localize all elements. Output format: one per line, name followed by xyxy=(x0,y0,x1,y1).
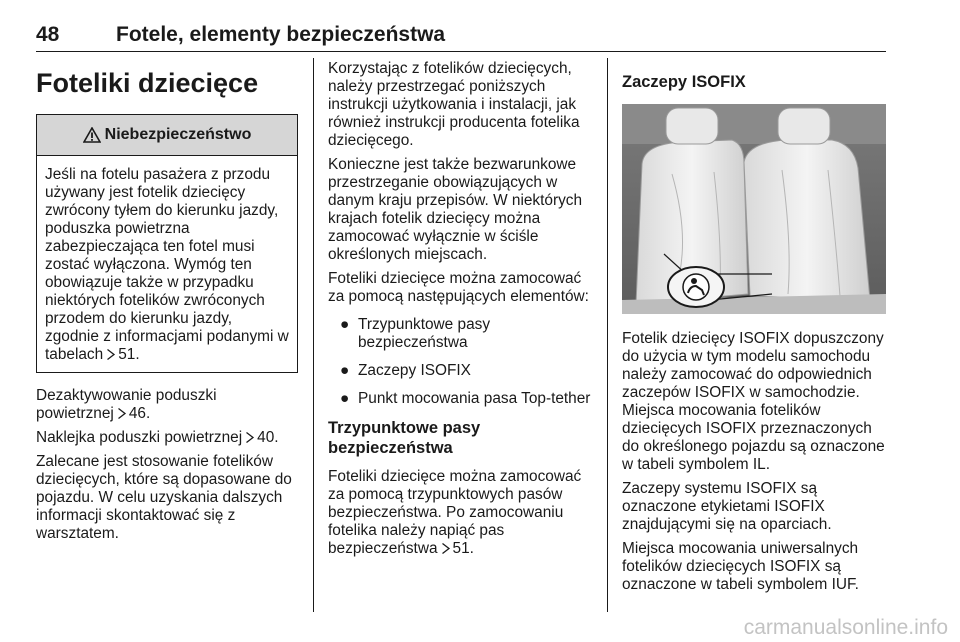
page-ref-link[interactable]: 46. xyxy=(128,405,151,422)
bullet-dot: ● xyxy=(340,390,350,407)
column-divider-2 xyxy=(607,58,608,612)
paragraph: Konieczne jest także bezwarunkowe przestrzeganie obowiązujących w danym kraju przepisów. W niektórych krajach fotelik dziecięcy można zamocować wyłącznie w ściśle określonych miejscach. xyxy=(328,156,583,263)
paragraph: Foteliki dziecięce można zamocować za pomocą następujących elementów: xyxy=(328,270,589,305)
paragraph: Zaczepy systemu ISOFIX są oznaczone etykietami ISOFIX znajdującymi się na oparciach. xyxy=(622,480,832,533)
list-item-text: Zaczepy ISOFIX xyxy=(358,362,471,379)
page-reference-arrow-icon xyxy=(441,542,451,555)
bullet-dot: ● xyxy=(340,316,350,333)
page-number: 48 xyxy=(36,23,60,46)
header-rule xyxy=(36,51,886,52)
paragraph xyxy=(36,387,298,423)
block-title: Zaczepy ISOFIX xyxy=(622,73,746,91)
page-ref-link[interactable]: 40. xyxy=(257,429,279,446)
chapter-title: Fotele, elementy bezpieczeństwa xyxy=(116,23,446,46)
page-reference-arrow-icon xyxy=(106,348,116,361)
paragraph: Miejsca mocowania uniwersalnych fotelików dziecięcych ISOFIX są oznaczone w tabeli symbolem IUF. xyxy=(622,540,859,593)
paragraph: Korzystając z fotelików dziecięcych, należy przestrzegać poniższych instrukcji użytkowania i instalacji, jak również instrukcji producenta fotelika dziecięcego. xyxy=(328,60,580,149)
bullet-dot: ● xyxy=(340,362,350,379)
column-1 xyxy=(36,60,298,549)
isofix-seat-illustration xyxy=(622,104,886,314)
column-divider-1 xyxy=(313,58,314,612)
paragraph-text: Dezaktywowanie poduszki powietrznej xyxy=(36,387,217,422)
paragraph xyxy=(36,429,298,447)
warning-triangle-icon xyxy=(83,127,101,143)
list-item xyxy=(328,390,598,408)
warning-header xyxy=(37,115,297,156)
column-2 xyxy=(328,60,598,564)
list-item-text: Punkt mocowania pasa Top-tether xyxy=(358,390,591,407)
list-item-text: Trzypunktowe pasy bezpieczeństwa xyxy=(358,316,491,351)
paragraph-text: Foteliki dziecięce można zamocować za pomocą trzypunktowych pasów bezpieczeństwa. Po zamocowaniu fotelika należy napiąć pas bezpieczeństwa xyxy=(328,468,582,557)
warning-body xyxy=(37,156,297,372)
paragraph-text: Naklejka poduszki powietrznej xyxy=(36,429,243,446)
page-header xyxy=(36,22,886,52)
list-item xyxy=(328,362,598,380)
subheading: Trzypunktowe pasy bezpieczeństwa xyxy=(328,419,481,457)
bullet-list xyxy=(328,316,598,408)
paragraph xyxy=(328,468,598,558)
list-item xyxy=(328,316,598,352)
paragraph: Fotelik dziecięcy ISOFIX dopuszczony do użycia w tym modelu samochodu należy zamocować do odpowiednich zaczepów ISOFIX w samochodzie. Miejsca mocowania fotelików dziecięcych ISOFIX przeznaczonych do określonego pojazdu są oznaczone w tabeli symbolem IL. xyxy=(622,330,885,473)
section-title: Foteliki dziecięce xyxy=(36,68,259,98)
page-ref-link[interactable]: 51. xyxy=(452,540,474,557)
warning-box xyxy=(36,114,298,373)
warning-page-ref[interactable]: 51. xyxy=(118,346,140,363)
paragraph: Zalecane jest stosowanie fotelików dziecięcych, które są dopasowane do pojazdu. W celu uzyskania dalszych informacji skontaktować się z warsztatem. xyxy=(36,453,292,542)
watermark: carmanualsonline.info xyxy=(743,616,948,639)
page-reference-arrow-icon xyxy=(117,407,127,420)
warning-label: Niebezpieczeństwo xyxy=(104,126,252,143)
page-reference-arrow-icon xyxy=(245,431,255,444)
column-3 xyxy=(622,60,890,600)
warning-text: Jeśli na fotelu pasażera z przodu używany jest fotelik dziecięcy zwrócony tyłem do kierunku jazdy, poduszka powietrzna zabezpieczająca ten fotel musi zostać wyłączona. Wymóg ten obowiązuje także w przypadku niektórych fotelików zwróconych przodem do kierunku jazdy, zgodnie z informacjami podanymi w tabelach xyxy=(45,166,289,363)
